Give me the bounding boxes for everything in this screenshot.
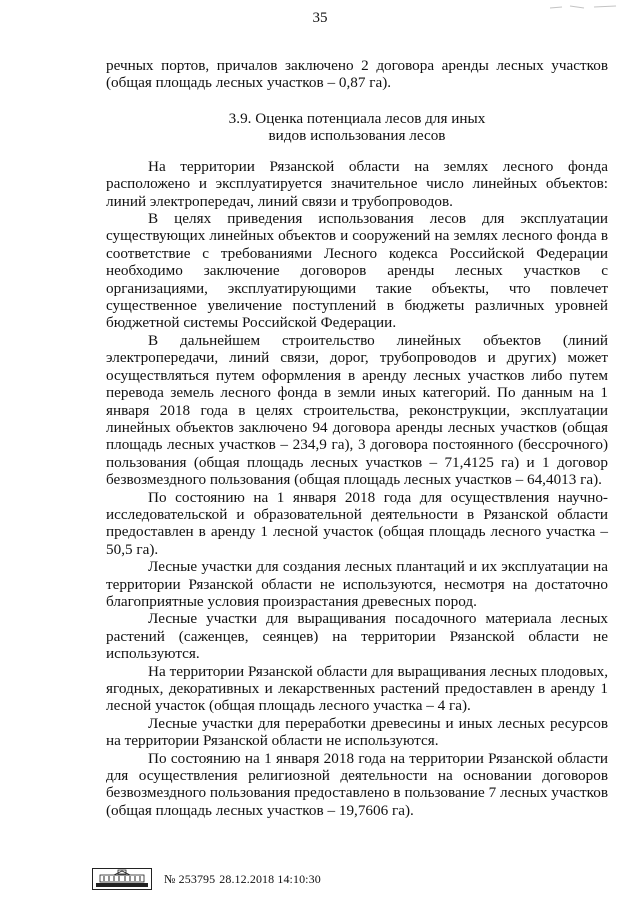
section-title-line-1: 3.9. Оценка потенциала лесов для иных: [228, 109, 486, 127]
section-title-line-2: видов использования лесов: [268, 126, 446, 144]
paragraph-linear-objects: На территории Рязанской области на землях лесного фонда расположено и эксплуатируется значительное число линейных объектов: линий электропередач, линий связи и трубопроводов.: [106, 157, 608, 210]
government-building-logo-icon: [92, 868, 152, 890]
paragraph-planting-material: Лесные участки для выращивания посадочного материала лесных растений (саженцев, сеянцев) на территории Рязанской области не используются.: [106, 610, 608, 663]
paragraph-religious: По состоянию на 1 января 2018 года на территории Рязанской области для осуществления религиозной деятельности на основании договоров безвозмездного пользования предоставлено в пользование 7 лесных участков (общая площадь лесных участков – 19,7606 га).: [106, 749, 608, 819]
document-datetime: 28.12.2018 14:10:30: [219, 872, 321, 886]
document-body: [106, 57, 608, 819]
paragraph-plantations: Лесные участки для создания лесных плантаций и их эксплуатации на территории Рязанской области не используются, несмотря на достаточно благоприятные условия произрастания древесных пород.: [106, 558, 608, 610]
document-footer: [92, 868, 321, 890]
paragraph-fruit-plants: На территории Рязанской области для выращивания лесных плодовых, ягодных, декоративных и лекарственных растений предоставлен в аренду 1 лесной участок (общая площадь лесного участка – 4 га).: [106, 662, 608, 715]
document-number: № 253795: [164, 872, 216, 886]
intro-continuation-paragraph: речных портов, причалов заключено 2 договора аренды лесных участков (общая площадь лесных участков – 0,87 га).: [106, 57, 608, 92]
section-heading: [106, 110, 608, 144]
paragraph-construction: В дальнейшем строительство линейных объектов (линий электропередачи, линий связи, дорог, трубопроводов и других) может осуществляться путем оформления в аренду лесных участков либо путем перевода земель лесного фонда в земли иных категорий. По данным на 1 января 2018 года в целях строительства, реконструкции, эксплуатации линейных объектов заключено 94 договора аренды лесных участков (общая площадь лесных участков – 234,9 га), 3 договора постоянного (бессрочного) пользования (общая площадь лесных участков – 71,4125 га) и 1 договор безвозмездного пользования (общая площадь лесных участков – 64,4013 га).: [106, 331, 608, 489]
page-number: 35: [312, 10, 328, 26]
paragraph-research: По состоянию на 1 января 2018 года для осуществления научно-исследовательской и образовательной деятельности в Рязанской области предоставлен в аренду 1 лесной участок (общая площадь лесного участка – 50,5 га).: [106, 488, 608, 558]
paragraph-lease-agreements: В целях приведения использования лесов для эксплуатации существующих линейных объектов и сооружений на землях лесного фонда в соответствие с требованиями Лесного кодекса Российской Федерации необходимо заключение договоров аренды лесных участков с организациями, эксплуатирующими такие объекты, что повлечет существенное увеличение поступлений в бюджеты различных уровней бюджетной системы Российской Федерации.: [106, 210, 608, 332]
paragraph-wood-processing: Лесные участки для переработки древесины и иных лесных ресурсов на территории Рязанской области не используются.: [106, 714, 608, 750]
